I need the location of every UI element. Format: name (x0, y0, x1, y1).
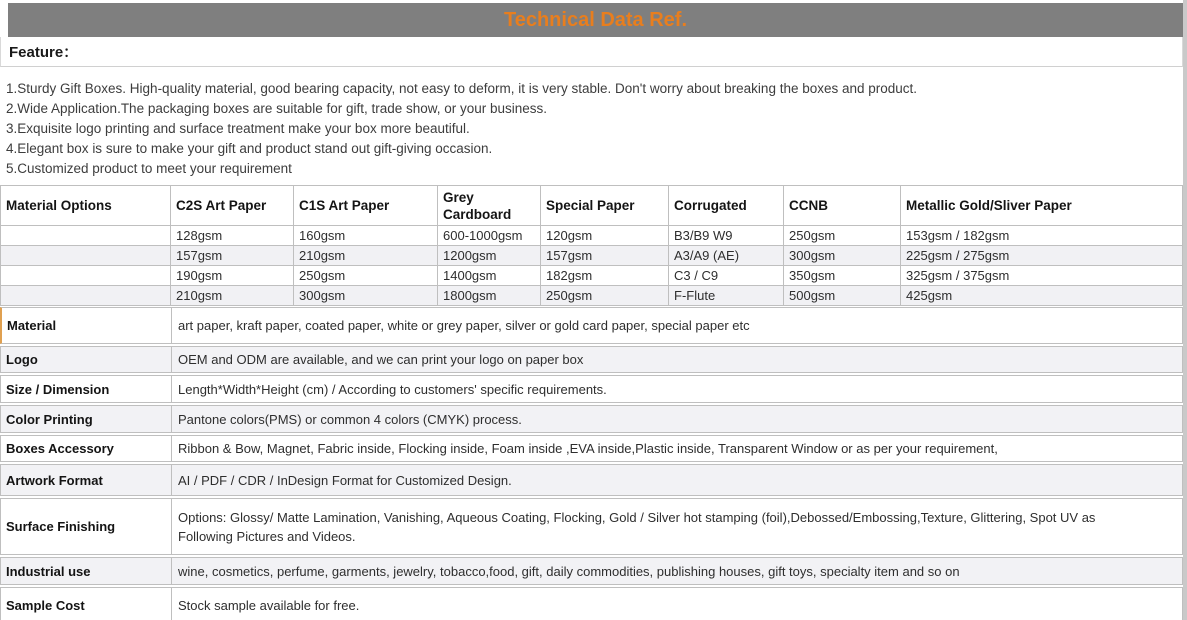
column-header: C2S Art Paper (171, 186, 294, 226)
table-row (1, 226, 1183, 246)
spec-label: Boxes Accessory (1, 436, 172, 461)
table-cell: 1800gsm (438, 286, 541, 306)
table-cell: 210gsm (171, 286, 294, 306)
spec-rows (0, 307, 1183, 620)
table-cell (1, 246, 171, 266)
column-header: Corrugated (669, 186, 784, 226)
spec-value: Length*Width*Height (cm) / According to customers' specific requirements. (178, 381, 607, 397)
spec-row (0, 498, 1183, 555)
spec-row (0, 375, 1183, 403)
table-cell: 300gsm (294, 286, 438, 306)
spec-row (0, 346, 1183, 373)
feature-item: 5.Customized product to meet your requirement (6, 161, 292, 176)
spec-value: art paper, kraft paper, coated paper, white or grey paper, silver or gold card paper, special paper etc (178, 318, 750, 333)
table-cell: C3 / C9 (669, 266, 784, 286)
spec-value: Stock sample available for free. (178, 597, 360, 613)
table-cell: 210gsm (294, 246, 438, 266)
table-cell (1, 266, 171, 286)
table-row (1, 246, 1183, 266)
table-cell: 250gsm (784, 226, 901, 246)
table-cell: 182gsm (541, 266, 669, 286)
spec-row (0, 435, 1183, 462)
table-cell: 300gsm (784, 246, 901, 266)
materials-table (0, 185, 1183, 306)
spec-value: Ribbon & Bow, Magnet, Fabric inside, Flocking inside, Foam inside ,EVA inside,Plastic inside, Transparent Window or as per your requirement, (178, 441, 998, 456)
column-header: Grey Cardboard (438, 186, 541, 226)
table-cell: B3/B9 W9 (669, 226, 784, 246)
table-header-row (1, 186, 1183, 226)
column-header: Special Paper (541, 186, 669, 226)
table-cell: 500gsm (784, 286, 901, 306)
column-header: CCNB (784, 186, 901, 226)
table-cell: 190gsm (171, 266, 294, 286)
spec-row (0, 307, 1183, 344)
spec-label: Color Printing (1, 406, 172, 432)
table-cell: F-Flute (669, 286, 784, 306)
feature-item: 1.Sturdy Gift Boxes. High-quality material, good bearing capacity, not easy to deform, it is very stable. Don't worry about breaking the boxes and product. (6, 81, 918, 96)
column-header: Material Options (1, 186, 171, 226)
table-cell: 225gsm / 275gsm (901, 246, 1183, 266)
table-cell: 325gsm / 375gsm (901, 266, 1183, 286)
table-cell: 160gsm (294, 226, 438, 246)
table-cell: 350gsm (784, 266, 901, 286)
feature-item: 2.Wide Application.The packaging boxes are suitable for gift, trade show, or your business. (6, 101, 548, 116)
table-cell: 128gsm (171, 226, 294, 246)
table-cell: 157gsm (541, 246, 669, 266)
spec-row (0, 405, 1183, 433)
feature-heading: Feature： (0, 37, 1183, 67)
table-cell: 153gsm / 182gsm (901, 226, 1183, 246)
table-cell: 1200gsm (438, 246, 541, 266)
spec-row (0, 587, 1183, 620)
page-title: Technical Data Ref. (503, 8, 688, 31)
table-cell (1, 226, 171, 246)
spec-label: Logo (1, 347, 172, 372)
table-cell: 157gsm (171, 246, 294, 266)
spec-label: Industrial use (1, 558, 172, 584)
spec-label: Surface Finishing (1, 499, 172, 554)
table-row (1, 266, 1183, 286)
spec-value: Pantone colors(PMS) or common 4 colors (CMYK) process. (178, 411, 522, 427)
spec-value: wine, cosmetics, perfume, garments, jewelry, tobacco,food, gift, daily commodities, publishing houses, gift toys, specialty item and so on (178, 563, 960, 579)
spec-label: Sample Cost (1, 588, 172, 620)
spec-value: AI / PDF / CDR / InDesign Format for Customized Design. (178, 472, 512, 488)
spec-label: Artwork Format (1, 465, 172, 495)
table-cell: 250gsm (294, 266, 438, 286)
table-cell: 250gsm (541, 286, 669, 306)
table-cell: 600-1000gsm (438, 226, 541, 246)
table-cell: 120gsm (541, 226, 669, 246)
spec-value: OEM and ODM are available, and we can print your logo on paper box (178, 352, 584, 367)
column-header: Metallic Gold/Sliver Paper (901, 186, 1183, 226)
table-cell: 425gsm (901, 286, 1183, 306)
column-header: C1S Art Paper (294, 186, 438, 226)
table-cell: A3/A9 (AE) (669, 246, 784, 266)
spec-row (0, 557, 1183, 585)
spec-label: Size / Dimension (1, 376, 172, 402)
title-bar (8, 3, 1183, 37)
table-cell (1, 286, 171, 306)
feature-item: 4.Elegant box is sure to make your gift and product stand out gift-giving occasion. (6, 141, 493, 156)
feature-item: 3.Exquisite logo printing and surface treatment make your box more beautiful. (6, 121, 470, 136)
spec-value: Options: Glossy/ Matte Lamination, Vanishing, Aqueous Coating, Flocking, Gold / Silver hot stamping (foil),Debossed/Embossing,Texture, Glittering, Spot UV as Following Pictures and Videos. (178, 509, 1096, 544)
table-cell: 1400gsm (438, 266, 541, 286)
table-row (1, 286, 1183, 306)
spec-label: Material (2, 308, 172, 343)
spec-row (0, 464, 1183, 496)
feature-list (0, 67, 1183, 185)
